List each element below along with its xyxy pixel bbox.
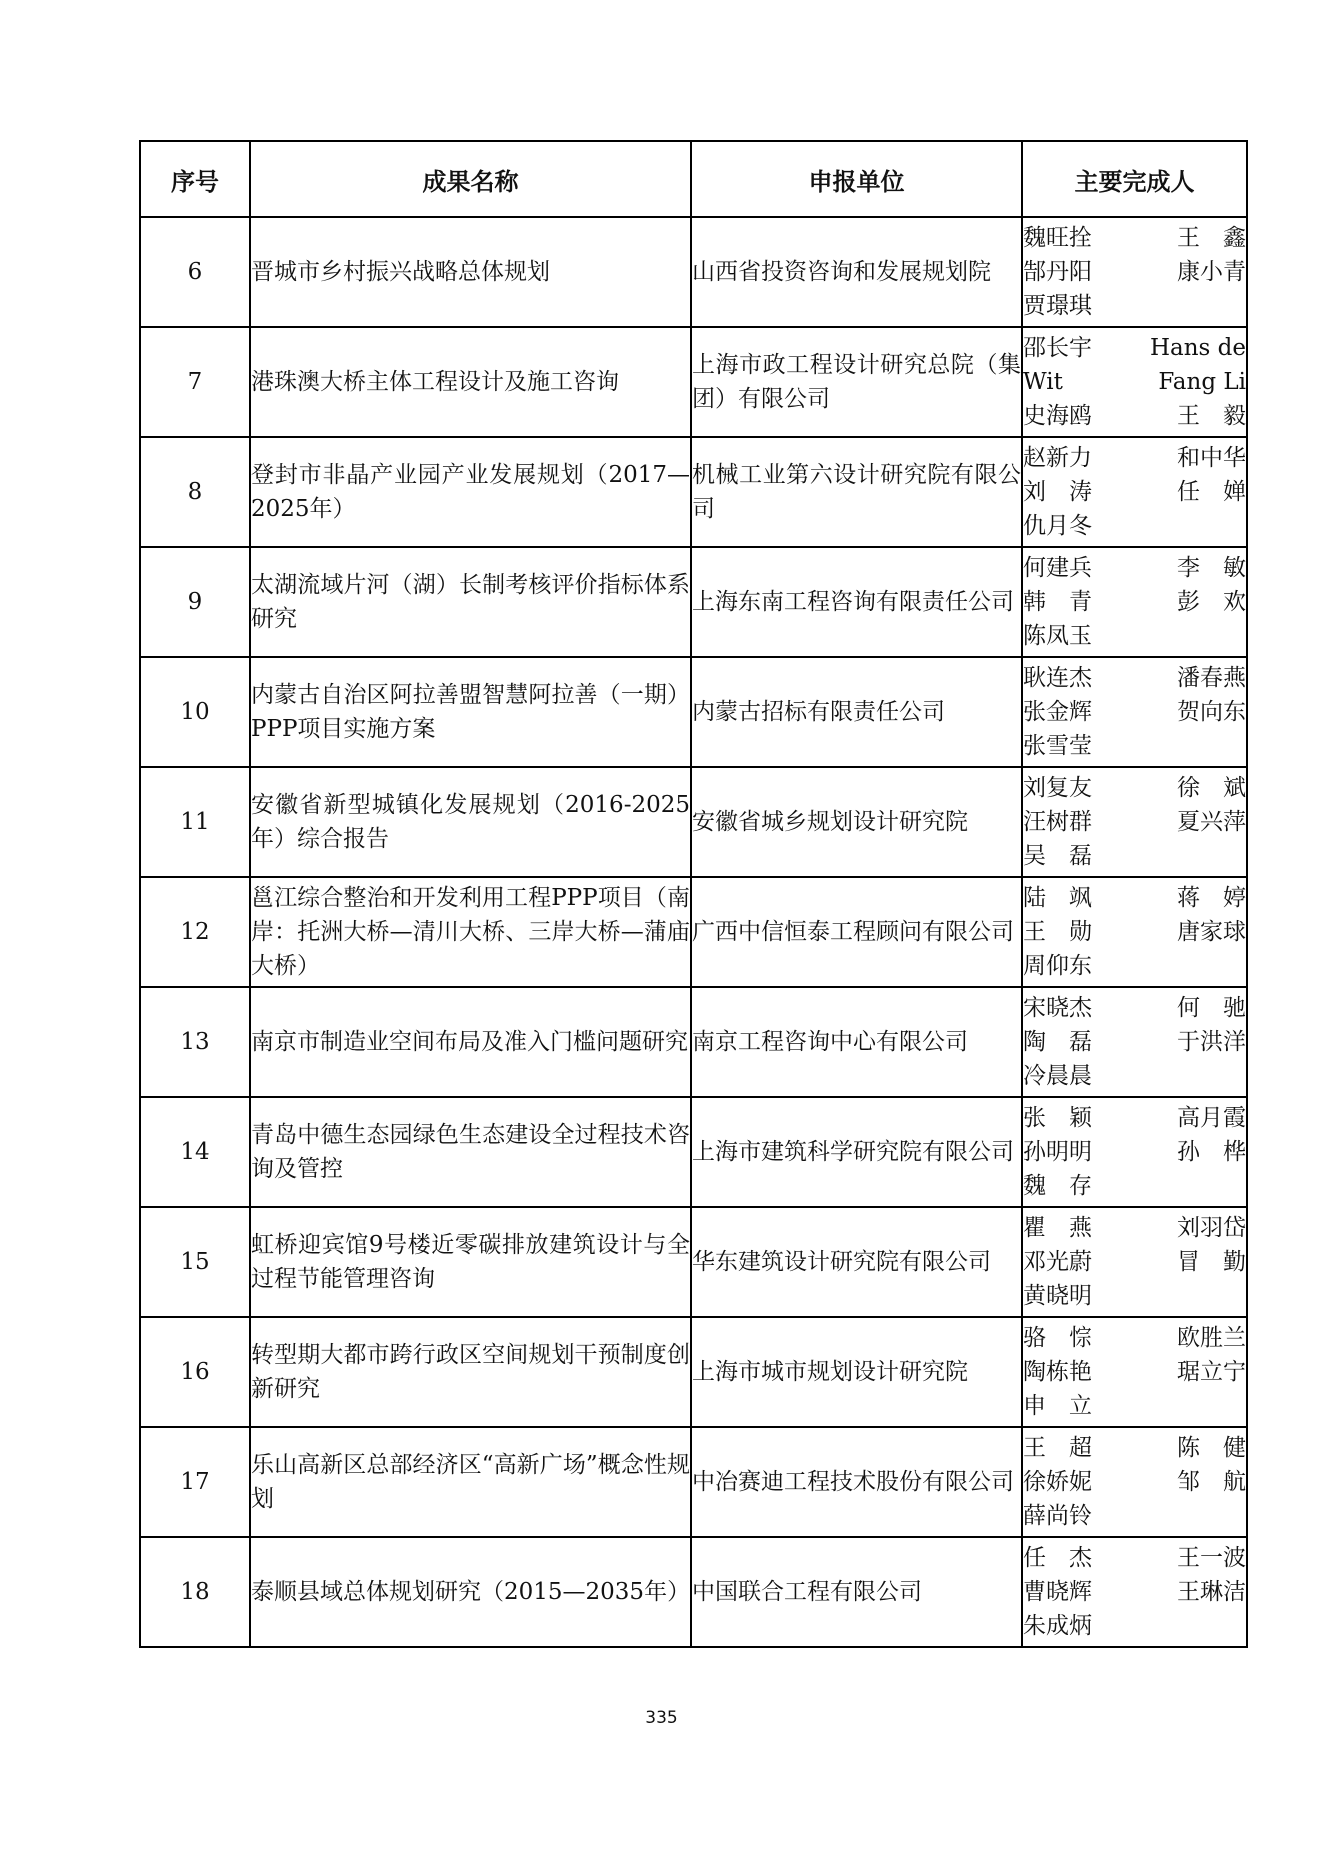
person-name: 李 敏 — [1177, 555, 1246, 581]
person-name: 邹 航 — [1177, 1469, 1246, 1495]
person-name: 王 鑫 — [1177, 225, 1246, 251]
people-line — [1023, 1465, 1246, 1499]
cell-unit: 南京工程咨询中心有限公司 — [691, 987, 1022, 1097]
cell-name: 泰顺县域总体规划研究（2015—2035年） — [250, 1537, 691, 1647]
header-no: 序号 — [140, 141, 250, 217]
cell-people — [1022, 547, 1247, 657]
person-name: 朱成炳 — [1023, 1613, 1092, 1639]
person-name: 刘复友 — [1023, 775, 1092, 801]
people-line — [1023, 441, 1246, 475]
table-row — [140, 657, 1247, 767]
person-name: 徐 斌 — [1177, 775, 1246, 801]
table-row — [140, 217, 1247, 327]
people-line — [1023, 331, 1246, 365]
person-name: Hans de — [1149, 335, 1246, 361]
cell-people — [1022, 987, 1247, 1097]
person-name: 史海鸥 — [1023, 403, 1092, 429]
person-name: Fang Li — [1158, 369, 1246, 395]
person-name: 于洪洋 — [1177, 1029, 1246, 1055]
person-name: 高月霞 — [1177, 1105, 1246, 1131]
cell-name: 港珠澳大桥主体工程设计及施工咨询 — [250, 327, 691, 437]
person-name: 孙 桦 — [1177, 1139, 1246, 1165]
people-line — [1023, 1389, 1246, 1423]
person-name: 康小青 — [1177, 259, 1246, 285]
person-name: 潘春燕 — [1177, 665, 1246, 691]
cell-name: 晋城市乡村振兴战略总体规划 — [250, 217, 691, 327]
cell-unit: 山西省投资咨询和发展规划院 — [691, 217, 1022, 327]
person-name: 王 毅 — [1177, 403, 1246, 429]
cell-name: 虹桥迎宾馆9号楼近零碳排放建筑设计与全过程节能管理咨询 — [250, 1207, 691, 1317]
cell-people — [1022, 1317, 1247, 1427]
cell-people — [1022, 437, 1247, 547]
header-name: 成果名称 — [250, 141, 691, 217]
person-name: 刘羽岱 — [1177, 1215, 1246, 1241]
person-name: 陶栋艳 — [1023, 1359, 1092, 1385]
table-row — [140, 327, 1247, 437]
table-row — [140, 877, 1247, 987]
person-name: 何 驰 — [1177, 995, 1246, 1021]
person-name: 周仰东 — [1023, 953, 1092, 979]
cell-no: 9 — [140, 547, 250, 657]
cell-no: 18 — [140, 1537, 250, 1647]
people-line — [1023, 881, 1246, 915]
person-name: 王 超 — [1023, 1435, 1092, 1461]
person-name: 任 婵 — [1177, 479, 1246, 505]
person-name: 耿连杰 — [1023, 665, 1092, 691]
people-line — [1023, 289, 1246, 323]
person-name: 王琳洁 — [1177, 1579, 1246, 1605]
person-name: 刘 涛 — [1023, 479, 1092, 505]
table-row — [140, 1317, 1247, 1427]
page-number: 335 — [645, 1708, 678, 1728]
cell-name: 太湖流域片河（湖）长制考核评价指标体系研究 — [250, 547, 691, 657]
people-line — [1023, 1355, 1246, 1389]
person-name: 郜丹阳 — [1023, 259, 1092, 285]
cell-name: 登封市非晶产业园产业发展规划（2017—2025年） — [250, 437, 691, 547]
cell-no: 12 — [140, 877, 250, 987]
people-line — [1023, 619, 1246, 653]
table-row — [140, 547, 1247, 657]
person-name: 骆 悰 — [1023, 1325, 1092, 1351]
cell-people — [1022, 767, 1247, 877]
person-name: 唐家球 — [1177, 919, 1246, 945]
cell-people — [1022, 657, 1247, 767]
person-name: 贾璟琪 — [1023, 293, 1092, 319]
people-line — [1023, 1431, 1246, 1465]
cell-people — [1022, 1097, 1247, 1207]
person-name: 邓光蔚 — [1023, 1249, 1092, 1275]
cell-name: 转型期大都市跨行政区空间规划干预制度创新研究 — [250, 1317, 691, 1427]
table-row — [140, 1207, 1247, 1317]
people-line — [1023, 1059, 1246, 1093]
person-name: 王 勋 — [1023, 919, 1092, 945]
person-name: Wit — [1023, 369, 1063, 395]
person-name: 贺向东 — [1177, 699, 1246, 725]
cell-no: 6 — [140, 217, 250, 327]
people-line — [1023, 1101, 1246, 1135]
cell-unit: 内蒙古招标有限责任公司 — [691, 657, 1022, 767]
people-line — [1023, 729, 1246, 763]
people-line — [1023, 695, 1246, 729]
cell-no: 17 — [140, 1427, 250, 1537]
cell-name: 邕江综合整治和开发利用工程PPP项目（南岸：托洲大桥—清川大桥、三岸大桥—蒲庙大桥） — [250, 877, 691, 987]
people-line — [1023, 255, 1246, 289]
people-line — [1023, 771, 1246, 805]
person-name: 魏 存 — [1023, 1173, 1092, 1199]
people-line — [1023, 661, 1246, 695]
table-body — [140, 217, 1247, 1647]
people-line — [1023, 551, 1246, 585]
cell-name: 乐山高新区总部经济区“高新广场”概念性规划 — [250, 1427, 691, 1537]
person-name: 冒 勤 — [1177, 1249, 1246, 1275]
cell-unit: 中冶赛迪工程技术股份有限公司 — [691, 1427, 1022, 1537]
people-line — [1023, 805, 1246, 839]
table-row — [140, 1427, 1247, 1537]
person-name: 孙明明 — [1023, 1139, 1092, 1165]
people-line — [1023, 585, 1246, 619]
people-line — [1023, 1541, 1246, 1575]
header-unit: 申报单位 — [691, 141, 1022, 217]
people-line — [1023, 399, 1246, 433]
people-line — [1023, 1211, 1246, 1245]
person-name: 琚立宁 — [1177, 1359, 1246, 1385]
person-name: 陈凤玉 — [1023, 623, 1092, 649]
table-row — [140, 767, 1247, 877]
cell-no: 15 — [140, 1207, 250, 1317]
cell-unit: 上海市城市规划设计研究院 — [691, 1317, 1022, 1427]
table-header-row — [140, 141, 1247, 217]
cell-name: 内蒙古自治区阿拉善盟智慧阿拉善（一期）PPP项目实施方案 — [250, 657, 691, 767]
cell-people — [1022, 1427, 1247, 1537]
person-name: 冷晨晨 — [1023, 1063, 1092, 1089]
cell-unit: 上海市政工程设计研究总院（集团）有限公司 — [691, 327, 1022, 437]
cell-people — [1022, 217, 1247, 327]
people-line — [1023, 915, 1246, 949]
person-name: 陈 健 — [1177, 1435, 1246, 1461]
cell-name: 安徽省新型城镇化发展规划（2016-2025年）综合报告 — [250, 767, 691, 877]
people-line — [1023, 1499, 1246, 1533]
person-name: 张金辉 — [1023, 699, 1092, 725]
person-name: 汪树群 — [1023, 809, 1092, 835]
table-row — [140, 987, 1247, 1097]
people-line — [1023, 221, 1246, 255]
people-line — [1023, 365, 1246, 399]
person-name: 和中华 — [1177, 445, 1246, 471]
cell-people — [1022, 327, 1247, 437]
person-name: 何建兵 — [1023, 555, 1092, 581]
person-name: 薛尚铃 — [1023, 1503, 1092, 1529]
person-name: 宋晓杰 — [1023, 995, 1092, 1021]
table-row — [140, 437, 1247, 547]
cell-unit: 上海东南工程咨询有限责任公司 — [691, 547, 1022, 657]
person-name: 夏兴萍 — [1177, 809, 1246, 835]
person-name: 徐娇妮 — [1023, 1469, 1092, 1495]
person-name: 彭 欢 — [1177, 589, 1246, 615]
cell-people — [1022, 877, 1247, 987]
cell-unit: 中国联合工程有限公司 — [691, 1537, 1022, 1647]
cell-unit: 广西中信恒泰工程顾问有限公司 — [691, 877, 1022, 987]
cell-no: 11 — [140, 767, 250, 877]
cell-no: 7 — [140, 327, 250, 437]
cell-no: 13 — [140, 987, 250, 1097]
people-line — [1023, 839, 1246, 873]
person-name: 申 立 — [1023, 1393, 1092, 1419]
table-row — [140, 1537, 1247, 1647]
person-name: 欧胜兰 — [1177, 1325, 1246, 1351]
person-name: 吴 磊 — [1023, 843, 1092, 869]
people-line — [1023, 1575, 1246, 1609]
people-line — [1023, 1135, 1246, 1169]
people-line — [1023, 475, 1246, 509]
person-name: 王一波 — [1177, 1545, 1246, 1571]
person-name: 仇月冬 — [1023, 513, 1092, 539]
awards-table — [139, 140, 1248, 1648]
people-line — [1023, 1025, 1246, 1059]
people-line — [1023, 991, 1246, 1025]
person-name: 邵长宇 — [1023, 335, 1092, 361]
person-name: 赵新力 — [1023, 445, 1092, 471]
cell-unit: 安徽省城乡规划设计研究院 — [691, 767, 1022, 877]
person-name: 陆 飒 — [1023, 885, 1092, 911]
header-people: 主要完成人 — [1022, 141, 1247, 217]
people-line — [1023, 1169, 1246, 1203]
cell-name: 青岛中德生态园绿色生态建设全过程技术咨询及管控 — [250, 1097, 691, 1207]
cell-no: 8 — [140, 437, 250, 547]
people-line — [1023, 1609, 1246, 1643]
people-line — [1023, 1321, 1246, 1355]
cell-no: 10 — [140, 657, 250, 767]
cell-name: 南京市制造业空间布局及准入门槛问题研究 — [250, 987, 691, 1097]
person-name: 曹晓辉 — [1023, 1579, 1092, 1605]
people-line — [1023, 1279, 1246, 1313]
cell-unit: 华东建筑设计研究院有限公司 — [691, 1207, 1022, 1317]
table-row — [140, 1097, 1247, 1207]
cell-people — [1022, 1537, 1247, 1647]
people-line — [1023, 1245, 1246, 1279]
person-name: 蒋 婷 — [1177, 885, 1246, 911]
cell-unit: 上海市建筑科学研究院有限公司 — [691, 1097, 1022, 1207]
cell-unit: 机械工业第六设计研究院有限公司 — [691, 437, 1022, 547]
person-name: 魏旺拴 — [1023, 225, 1092, 251]
person-name: 张雪莹 — [1023, 733, 1092, 759]
person-name: 瞿 燕 — [1023, 1215, 1092, 1241]
person-name: 黄晓明 — [1023, 1283, 1092, 1309]
cell-no: 14 — [140, 1097, 250, 1207]
cell-no: 16 — [140, 1317, 250, 1427]
person-name: 陶 磊 — [1023, 1029, 1092, 1055]
people-line — [1023, 949, 1246, 983]
person-name: 任 杰 — [1023, 1545, 1092, 1571]
people-line — [1023, 509, 1246, 543]
cell-people — [1022, 1207, 1247, 1317]
person-name: 韩 青 — [1023, 589, 1092, 615]
person-name: 张 颖 — [1023, 1105, 1092, 1131]
